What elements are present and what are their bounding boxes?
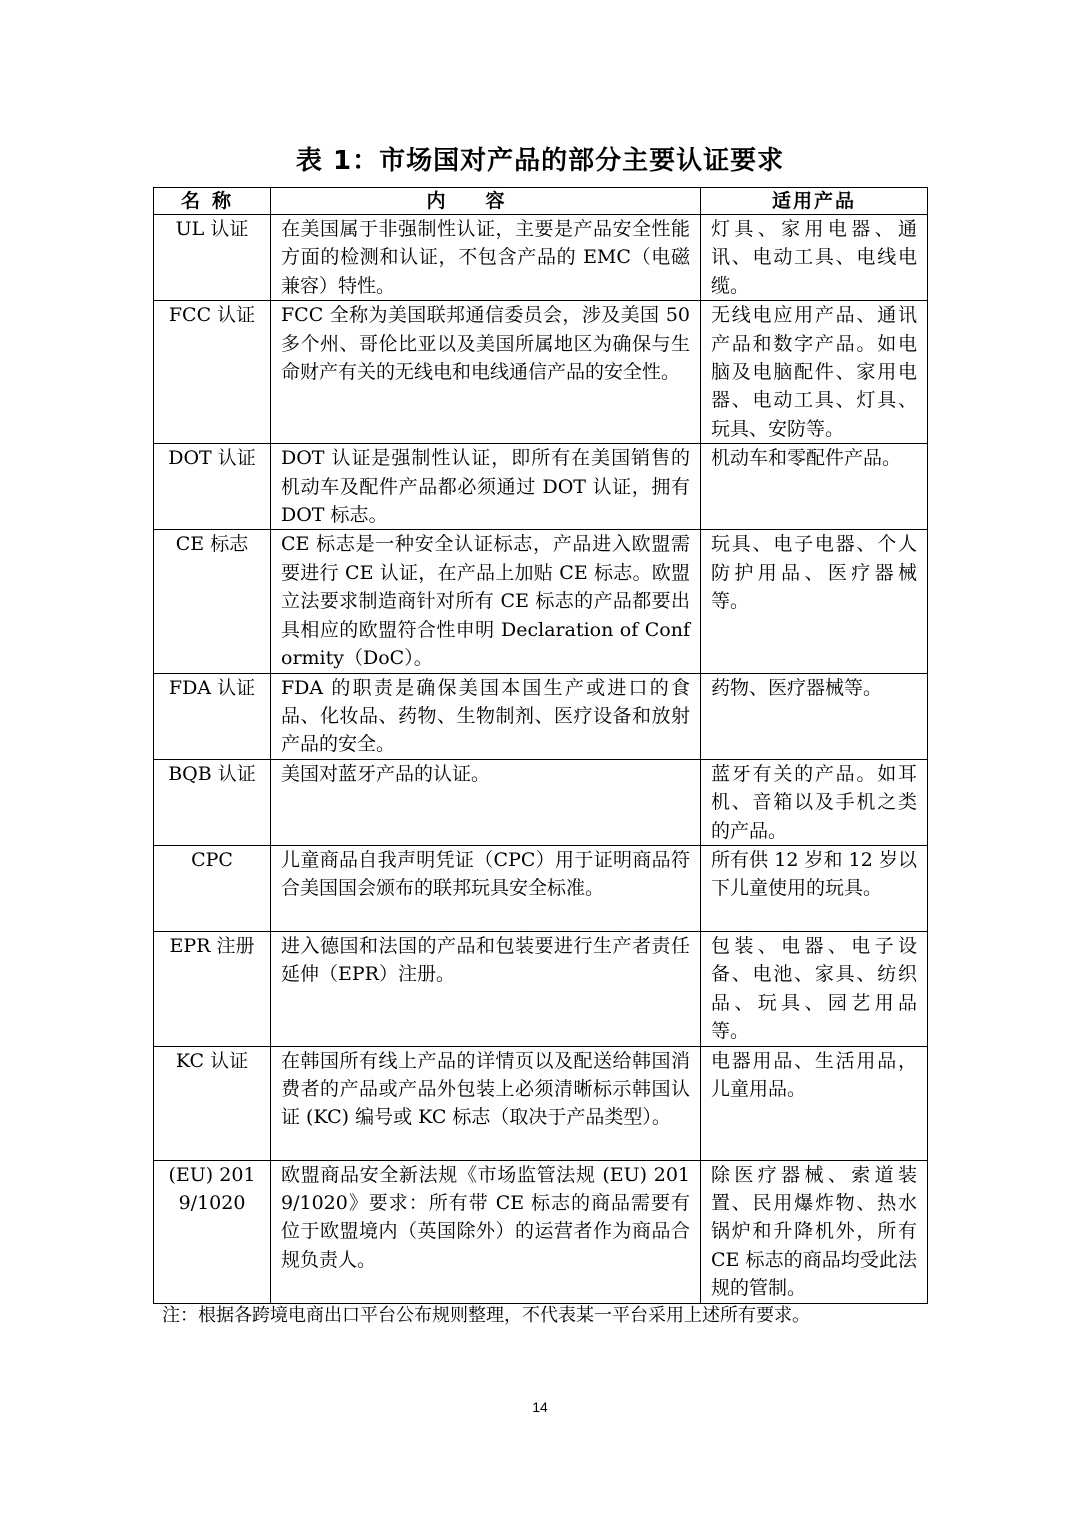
cert-products: 所有供 12 岁和 12 岁以下儿童使用的玩具。 <box>701 845 928 931</box>
cert-products: 电器用品、生活用品，儿童用品。 <box>701 1046 928 1160</box>
table-row <box>154 1046 928 1160</box>
cert-products: 灯具、家用电器、通讯、电动工具、电线电缆。 <box>701 215 928 301</box>
cert-name: (EU) 2019/1020 <box>154 1160 271 1303</box>
cert-products: 无线电应用产品、通讯产品和数字产品。如电脑及电脑配件、家用电器、电动工具、灯具、玩具、安防等。 <box>701 301 928 444</box>
cert-products: 包装、电器、电子设备、电池、家具、纺织品、玩具、园艺用品等。 <box>701 931 928 1046</box>
cert-content: 进入德国和法国的产品和包装要进行生产者责任延伸（EPR）注册。 <box>271 931 701 1046</box>
cert-name: KC 认证 <box>154 1046 271 1160</box>
cert-products: 除医疗器械、索道装置、民用爆炸物、热水锅炉和升降机外，所有 CE 标志的商品均受此法规的管制。 <box>701 1160 928 1303</box>
cert-name: DOT 认证 <box>154 444 271 530</box>
cert-name: EPR 注册 <box>154 931 271 1046</box>
cert-products: 蓝牙有关的产品。如耳机、音箱以及手机之类的产品。 <box>701 759 928 845</box>
cert-products: 机动车和零配件产品。 <box>701 444 928 530</box>
page-number: 14 <box>532 1399 548 1415</box>
cert-content: 欧盟商品安全新法规《市场监管法规 (EU) 2019/1020》要求：所有带 CE 标志的商品需要有位于欧盟境内（英国除外）的运营者作为商品合规负责人。 <box>271 1160 701 1303</box>
table-row <box>154 673 928 759</box>
cert-name: UL 认证 <box>154 215 271 301</box>
cert-name: CE 标志 <box>154 530 271 673</box>
cert-name: BQB 认证 <box>154 759 271 845</box>
header-content: 内容 <box>271 188 701 215</box>
cert-content: CE 标志是一种安全认证标志，产品进入欧盟需要进行 CE 认证，在产品上加贴 CE 标志。欧盟立法要求制造商针对所有 CE 标志的产品都要出具相应的欧盟符合性申明 Declaration of Conformity（DoC）。 <box>271 530 701 673</box>
cert-content: 在韩国所有线上产品的详情页以及配送给韩国消费者的产品或产品外包装上必须清晰标示韩国认证 (KC) 编号或 KC 标志（取决于产品类型）。 <box>271 1046 701 1160</box>
table-row <box>154 530 928 673</box>
cert-content: FDA 的职责是确保美国本国生产或进口的食品、化妆品、药物、生物制剂、医疗设备和放射产品的安全。 <box>271 673 701 759</box>
table-row <box>154 1160 928 1303</box>
table-header-row <box>154 188 928 215</box>
cert-name: CPC <box>154 845 271 931</box>
table-row <box>154 444 928 530</box>
table-row <box>154 931 928 1046</box>
table-title: 表 1：市场国对产品的部分主要认证要求 <box>295 146 785 176</box>
cert-name: FDA 认证 <box>154 673 271 759</box>
cert-content: 在美国属于非强制性认证，主要是产品安全性能方面的检测和认证，不包含产品的 EMC（电磁兼容）特性。 <box>271 215 701 301</box>
table-row <box>154 215 928 301</box>
table-row <box>154 301 928 444</box>
cert-content: DOT 认证是强制性认证，即所有在美国销售的机动车及配件产品都必须通过 DOT 认证，拥有 DOT 标志。 <box>271 444 701 530</box>
cert-content: 美国对蓝牙产品的认证。 <box>271 759 701 845</box>
cert-content: FCC 全称为美国联邦通信委员会，涉及美国 50 多个州、哥伦比亚以及美国所属地区为确保与生命财产有关的无线电和电线通信产品的安全性。 <box>271 301 701 444</box>
header-name: 名称 <box>154 188 271 215</box>
certification-table <box>153 187 928 1304</box>
cert-name: FCC 认证 <box>154 301 271 444</box>
header-products: 适用产品 <box>701 188 928 215</box>
cert-products: 玩具、电子电器、个人防护用品、医疗器械等。 <box>701 530 928 673</box>
table-note: 注：根据各跨境电商出口平台公布规则整理，不代表某一平台采用上述所有要求。 <box>162 1305 810 1326</box>
cert-products: 药物、医疗器械等。 <box>701 673 928 759</box>
cert-content: 儿童商品自我声明凭证（CPC）用于证明商品符合美国国会颁布的联邦玩具安全标准。 <box>271 845 701 931</box>
table-row <box>154 759 928 845</box>
table-row <box>154 845 928 931</box>
